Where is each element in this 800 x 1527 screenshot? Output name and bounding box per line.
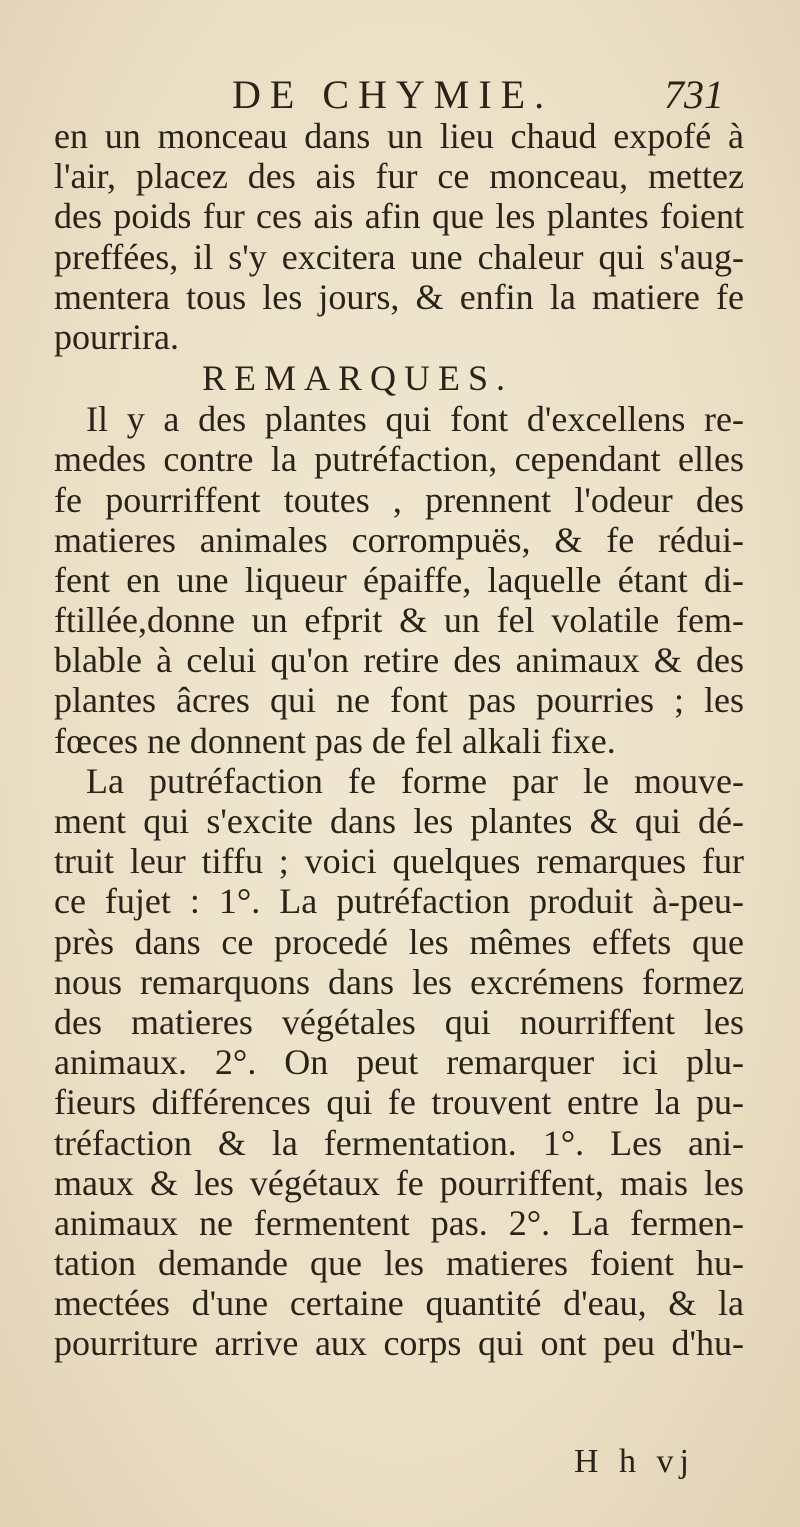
text-line: près dans ce procedé les mêmes effets que xyxy=(54,921,744,962)
text-line: preffées, il s'y excitera une chaleur qui s'aug- xyxy=(54,236,744,277)
text-line: ce fujet : 1°. La putréfaction produit à-peu- xyxy=(54,881,744,922)
text-line: des poids fur ces ais afin que les plantes foient xyxy=(54,196,744,237)
text-line: nous remarquons dans les excrémens formez xyxy=(54,961,744,1002)
text-line: en un monceau dans un lieu chaud expofé à xyxy=(54,116,744,156)
text-line: tation demande que les matieres foient hu- xyxy=(54,1243,744,1284)
text-line: mectées d'une certaine quantité d'eau, & la xyxy=(54,1283,744,1324)
text-line: maux & les végétaux fe pourriffent, mais les xyxy=(54,1162,744,1203)
text-line: ftillée,donne un efprit & un fel volatile fem- xyxy=(54,600,744,641)
text-line: animaux. 2°. On peut remarquer ici plu- xyxy=(54,1042,744,1083)
text-line: fe pourriffent toutes , prennent l'odeur des xyxy=(54,479,744,520)
body-text xyxy=(54,116,744,1364)
text-line: La putréfaction fe forme par le mouve- xyxy=(86,760,744,801)
running-head: DE CHYMIE. xyxy=(232,72,554,117)
signature-mark: H h vj xyxy=(574,1443,695,1480)
text-line: truit leur tiffu ; voici quelques remarques fur xyxy=(54,841,744,882)
text-line: ment qui s'excite dans les plantes & qui dé- xyxy=(54,801,744,841)
text-line: mentera tous les jours, & enfin la matiere fe xyxy=(54,276,744,317)
text-line: matieres animales corrompuës, & fe rédui- xyxy=(54,519,744,560)
text-line: Il y a des plantes qui font d'excellens re- xyxy=(86,399,744,440)
text-line: blable à celui qu'on retire des animaux & des xyxy=(54,640,744,681)
text-line: fœces ne donnent pas de fel alkali fixe. xyxy=(54,720,616,761)
text-line: plantes âcres qui ne font pas pourries ; les xyxy=(54,680,744,721)
text-line: fent en une liqueur épaiffe, laquelle étant di- xyxy=(54,559,744,600)
text-line: animaux ne fermentent pas. 2°. La fermen- xyxy=(54,1202,744,1243)
text-line: pourriture arrive aux corps qui ont peu d'hu- xyxy=(54,1323,744,1364)
text-line: fieurs différences qui fe trouvent entre la pu- xyxy=(54,1082,744,1123)
page-number: 731 xyxy=(664,72,724,117)
section-heading: REMARQUES. xyxy=(202,358,514,399)
page-header xyxy=(0,70,800,120)
text-line: tréfaction & la fermentation. 1°. Les ani- xyxy=(54,1122,744,1163)
text-line: l'air, placez des ais fur ce monceau, mettez xyxy=(54,156,744,197)
text-line: medes contre la putréfaction, cependant elles xyxy=(54,439,744,480)
text-line: des matieres végétales qui nourriffent les xyxy=(54,1001,744,1042)
text-line: pourrira. xyxy=(54,316,179,357)
